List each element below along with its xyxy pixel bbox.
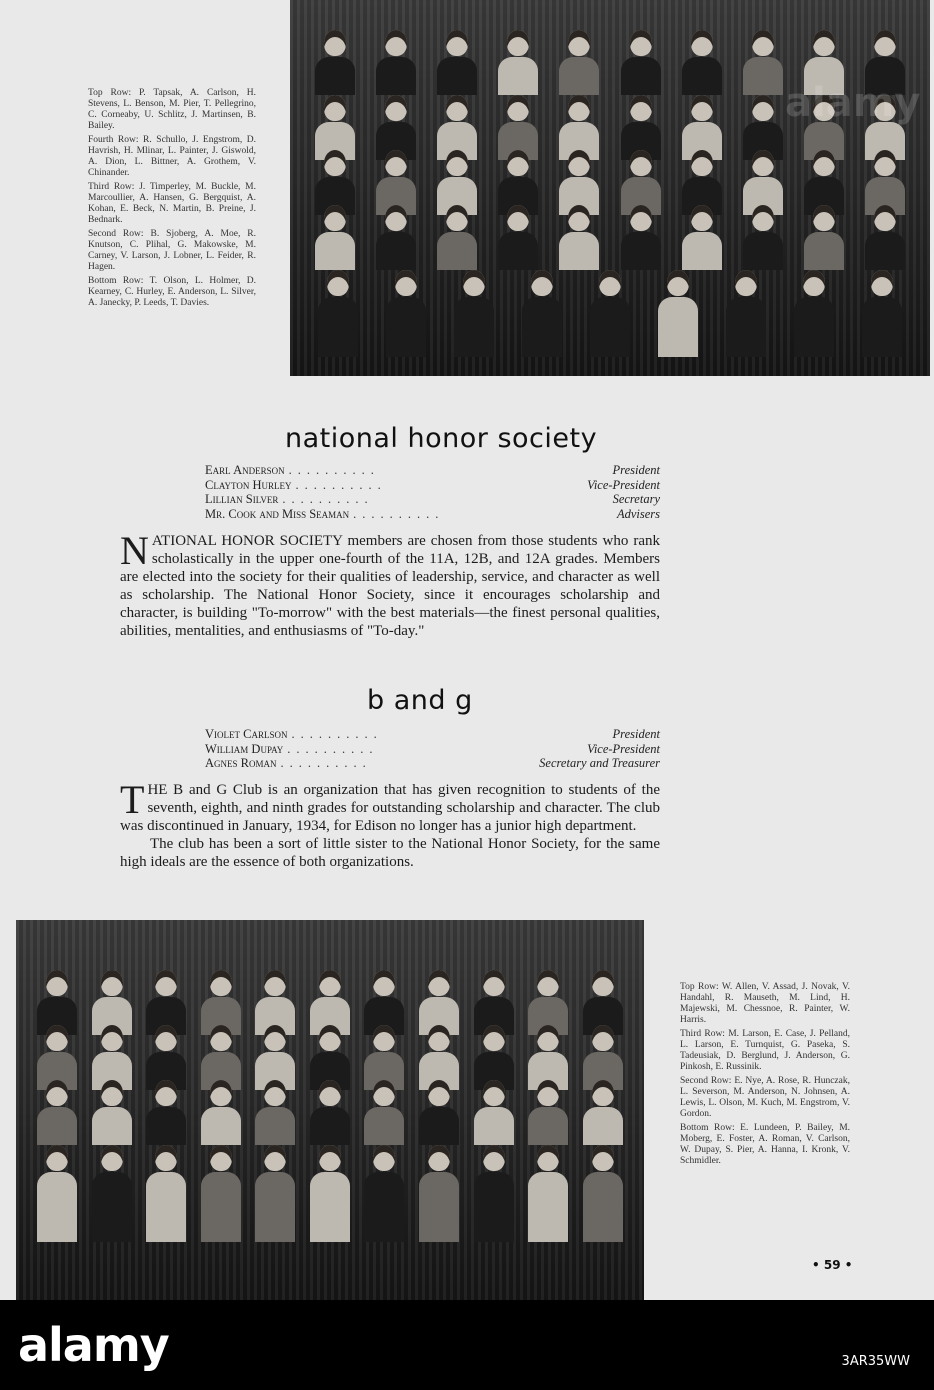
watermark-logo: alamy <box>785 80 921 126</box>
bg-paragraph-2: The club has been a sort of little sister to the National Honor Society, for the same high ideals are the essence of both organizations. <box>120 836 660 870</box>
caption-second-row: Second Row: B. Sjoberg, A. Moe, R. Knutson, C. Plihal, G. Makowske, M. Carney, V. Larson, J. Lobner, L. Feider, R. Hagen. <box>88 229 256 272</box>
nhs-photo-caption <box>88 88 256 312</box>
officer-row: Mr. Cook and Miss Seaman .......... Advisers <box>205 506 660 521</box>
photo-row-second <box>16 1080 644 1145</box>
photo-row-bottom <box>16 1145 644 1242</box>
caption-third-row: Third Row: J. Timperley, M. Buckle, M. Marcoullier, A. Hansen, G. Bergquist, A. Kohan, E. Beck, N. Martin, B. Preine, J. Bednark. <box>88 182 256 225</box>
bg-group-photo <box>16 920 644 1300</box>
bg-dropcap: T <box>120 777 145 822</box>
bg-paragraph-1: THE B and G Club is an organization that has given recognition to students of the seventh, eighth, and ninth grades for outstanding scholarship and character. The club was discontinued in January, 1934, for Edison no longer has a junior high department. <box>120 777 660 834</box>
officer-row: Clayton Hurley .......... Vice-President <box>205 477 660 492</box>
page-number: • 59 • <box>812 1258 853 1272</box>
bg-title: b and g <box>367 685 473 716</box>
nhs-description: NATIONAL HONOR SOCIETY members are chosen from those students who rank scholastically in the upper one-fourth of the 11A, 12B, and 12A grades. Members are elected into the society for their qualities of leadership, service, and character as well as scholarship. The National Honor Society, since it encourages scholarship and character, is building "To-morrow" with the best materials—the finest personal qualities, abilities, mentalities, and enthusiasms of "To-day." <box>120 528 660 639</box>
stock-image-id: 3AR35WW <box>841 1354 910 1369</box>
bg-description <box>120 777 660 871</box>
stock-logo: alamy <box>18 1318 169 1372</box>
caption-bottom-row: Bottom Row: E. Lundeen, P. Bailey, M. Moberg, E. Foster, A. Roman, V. Carlson, W. Dupay, S. Pier, A. Hanna, I. Kronk, V. Schmidler. <box>680 1123 851 1166</box>
caption-fourth-row: Fourth Row: R. Schullo, J. Engstrom, D. Havrish, H. Mlinar, L. Painter, J. Giswold, A. Dion, L. Bittner, A. Grothem, V. Chinander. <box>88 135 256 178</box>
caption-second-row: Second Row: E. Nye, A. Rose, R. Hunczak, L. Severson, M. Anderson, N. Johnsen, A. Lewis, L. Olson, M. Kuch, M. Engstrom, V. Gordon. <box>680 1076 850 1119</box>
nhs-officers <box>205 463 660 521</box>
officer-row: Violet Carlson .......... President <box>205 727 660 741</box>
officer-row: Lillian Silver .......... Secretary <box>205 492 660 506</box>
caption-top-row: Top Row: W. Allen, V. Assad, J. Novak, V. Handahl, R. Mauseth, M. Lind, H. Majewski, M. Chessnoe, R. Painter, W. Harris. <box>680 982 850 1025</box>
nhs-dropcap: N <box>120 528 149 573</box>
bg-officers <box>205 727 660 771</box>
nhs-title: national honor society <box>285 423 598 454</box>
caption-third-row: Third Row: M. Larson, E. Case, J. Pelland, L. Larson, E. Turnquist, G. Paseka, S. Tadeusiak, D. Berglund, J. Anderson, G. Pinkosh, E. Russinik. <box>680 1029 850 1072</box>
caption-top-row: Top Row: P. Tapsak, A. Carlson, H. Stevens, L. Benson, M. Pier, T. Pellegrino, C. Corneaby, U. Schlitz, J. Martinsen, B. Bailey. <box>88 88 256 131</box>
caption-bottom-row: Bottom Row: T. Olson, L. Holmer, D. Kearney, C. Hurley, E. Anderson, L. Silver, A. Janecky, P. Leeds, T. Davies. <box>88 276 256 308</box>
photo-row-second <box>290 205 930 270</box>
officer-row: Agnes Roman .......... Secretary and Treasurer <box>205 756 660 770</box>
officer-row: William Dupay .......... Vice-President <box>205 741 660 756</box>
bg-photo-caption <box>680 982 850 1170</box>
officer-row: Earl Anderson .......... President <box>205 463 660 477</box>
photo-row-bottom <box>290 270 930 357</box>
nhs-group-photo <box>290 0 930 376</box>
